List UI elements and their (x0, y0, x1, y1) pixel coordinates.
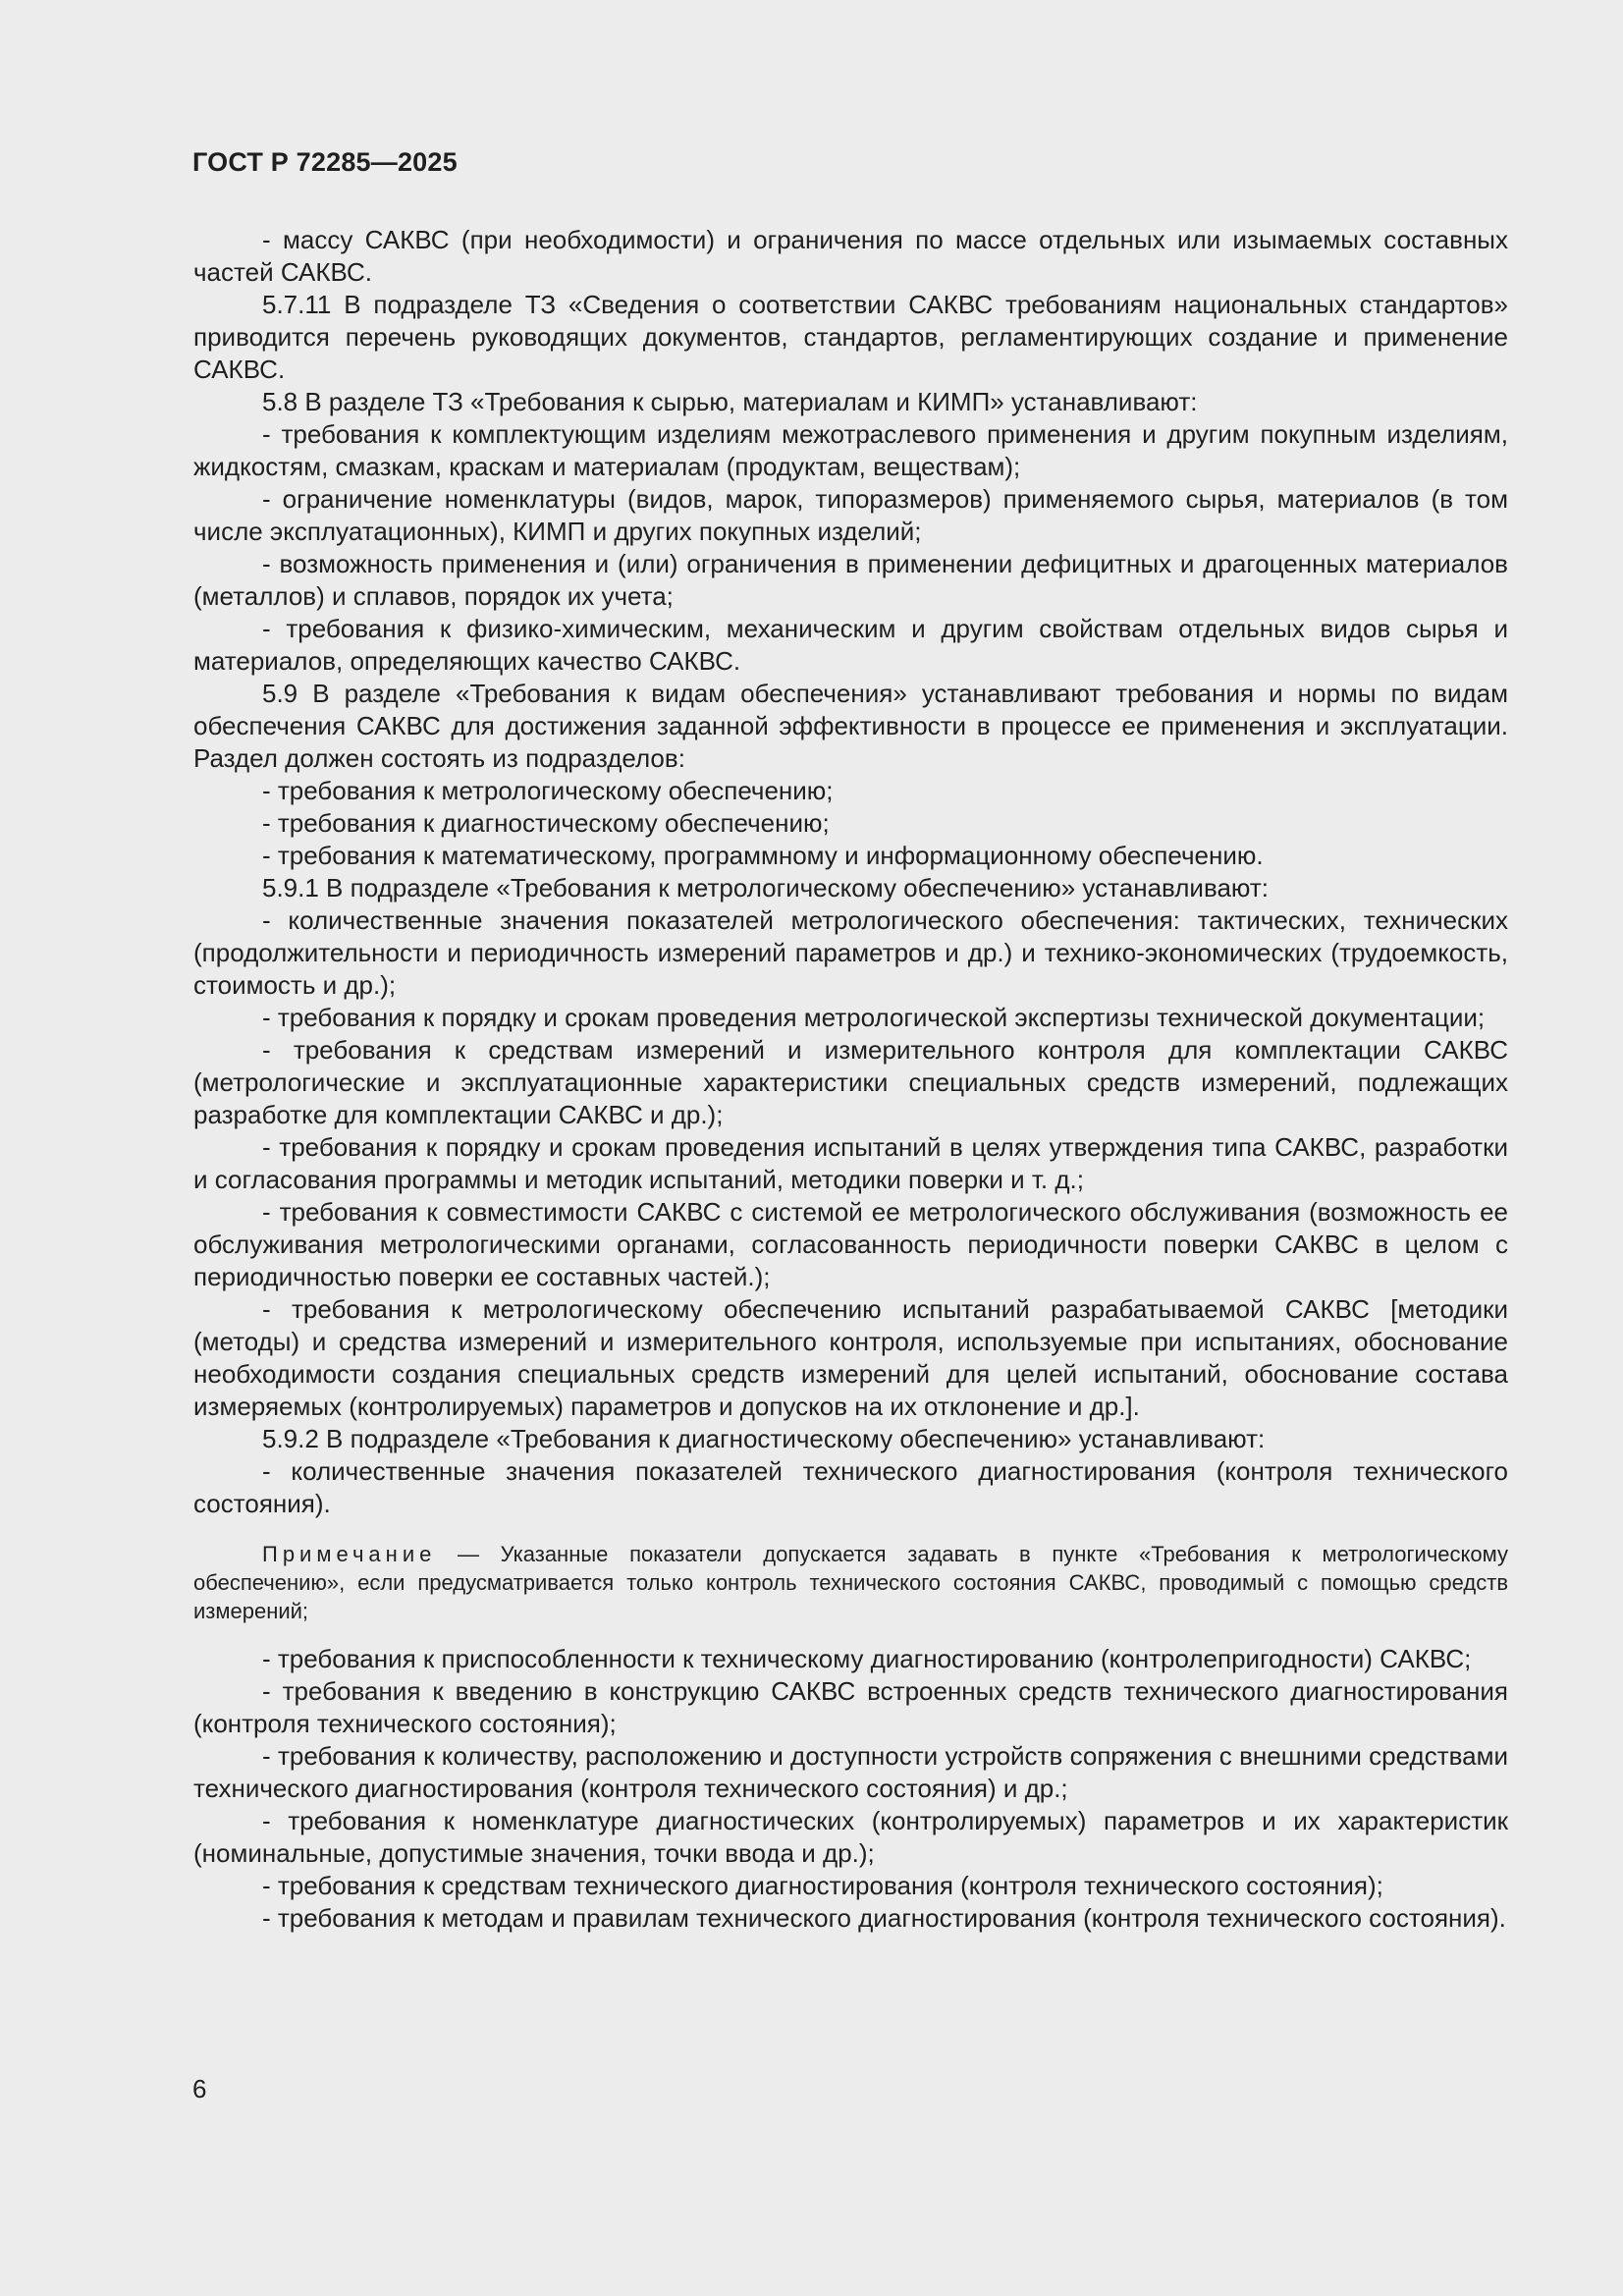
paragraph: - требования к математическому, программному и информационному обеспечению. (262, 841, 1264, 870)
document-body (193, 224, 1508, 1935)
paragraph: - требования к номенклатуре диагностических (контролируемых) параметров и их характеристик (номинальные, допустимые значения, точки ввода и др.); (193, 1806, 1508, 1868)
paragraph: - количественные значения показателей технического диагностирования (контроля технического состояния). (193, 1456, 1508, 1518)
paragraph: - требования к приспособленности к техническому диагностированию (контролепригодности) САКВС; (262, 1644, 1472, 1673)
paragraph: - требования к введению в конструкцию САКВС встроенных средств технического диагностирования (контроля технического состояния); (193, 1676, 1508, 1738)
paragraph: - требования к совместимости САКВС с системой ее метрологического обслуживания (возможность ее обслуживания метрологическими органами, согласованность периодичности поверки САКВС в целом с периодичностью поверки ее составных частей.); (193, 1197, 1508, 1291)
note-label: Примечание (262, 1542, 437, 1566)
paragraph: - ограничение номенклатуры (видов, марок, типоразмеров) применяемого сырья, материалов (в том числе эксплуатационных), КИМП и других покупных изделий; (193, 484, 1508, 546)
paragraph: - количественные значения показателей метрологического обеспечения: тактических, технических (продолжительности и периодичность измерений параметров и др.) и технико-экономических (трудоемкость, стоимость и др.); (193, 905, 1508, 1000)
paragraph: - требования к порядку и срокам проведения метрологической экспертизы технической документации; (262, 1003, 1486, 1032)
paragraph: - требования к средствам измерений и измерительного контроля для комплектации САКВС (метрологические и эксплуатационные характеристики специальных средств измерений, подлежащих разработке для комплектации САКВС и др.); (193, 1035, 1508, 1129)
page-number: 6 (192, 2074, 207, 2104)
paragraph: - требования к метрологическому обеспечению; (262, 776, 834, 805)
paragraph: - требования к методам и правилам технического диагностирования (контроля технического состояния). (262, 1903, 1506, 1933)
paragraph: - требования к физико-химическим, механическим и другим свойствам отдельных видов сырья и материалов, определяющих качество САКВС. (193, 614, 1508, 676)
document-code-header: ГОСТ Р 72285—2025 (192, 147, 458, 177)
paragraph: 5.9.1 В подразделе «Требования к метрологическому обеспечению» устанавливают: (262, 873, 1269, 902)
paragraph: 5.7.11 В подразделе ТЗ «Сведения о соответствии САКВС требованиям национальных стандартов» приводится перечень руководящих документов, стандартов, регламентирующих создание и применение САКВС. (193, 290, 1508, 384)
paragraph: - требования к средствам технического диагностирования (контроля технического состояния); (262, 1871, 1383, 1900)
paragraph: 5.9 В разделе «Требования к видам обеспечения» устанавливают требования и нормы по видам обеспечения САКВС для достижения заданной эффективности в процессе ее применения и эксплуатации. Раздел должен состоять из подразделов: (193, 679, 1508, 773)
paragraph: 5.9.2 В подразделе «Требования к диагностическому обеспечению» устанавливают: (262, 1424, 1266, 1453)
paragraph: - возможность применения и (или) ограничения в применении дефицитных и драгоценных материалов (металлов) и сплавов, порядок их учета; (193, 549, 1508, 611)
paragraph: - требования к метрологическому обеспечению испытаний разрабатываемой САКВС [методики (методы) и средства измерений и измерительного контроля, используемые при испытаниях, обоснование необходимости создания специальных средств измерений для целей испытаний, обоснование состава измеряемых (контролируемых) параметров и допусков на их отклонение и др.]. (193, 1294, 1508, 1421)
paragraph: - требования к диагностическому обеспечению; (262, 808, 830, 838)
note-text: — Указанные показатели допускается задавать в пункте «Требования к метрологическому обеспечению», если предусматривается только контроль технического состояния САКВС, проводимый с помощью средств измерений; (193, 1542, 1508, 1623)
paragraph: - требования к комплектующим изделиям межотраслевого применения и другим покупным изделиям, жидкостям, смазкам, краскам и материалам (продуктам, веществам); (193, 419, 1508, 481)
paragraph: - требования к порядку и срокам проведения испытаний в целях утверждения типа САКВС, разработки и согласования программы и методик испытаний, методики поверки и т. д.; (193, 1132, 1508, 1194)
note (193, 1540, 1508, 1625)
paragraph: - требования к количеству, расположению и доступности устройств сопряжения с внешними средствами технического диагностирования (контроля технического состояния) и др.; (193, 1741, 1508, 1803)
paragraph: 5.8 В разделе ТЗ «Требования к сырью, материалам и КИМП» устанавливают: (262, 387, 1198, 416)
paragraph: - массу САКВС (при необходимости) и ограничения по массе отдельных или изымаемых составных частей САКВС. (193, 225, 1508, 287)
